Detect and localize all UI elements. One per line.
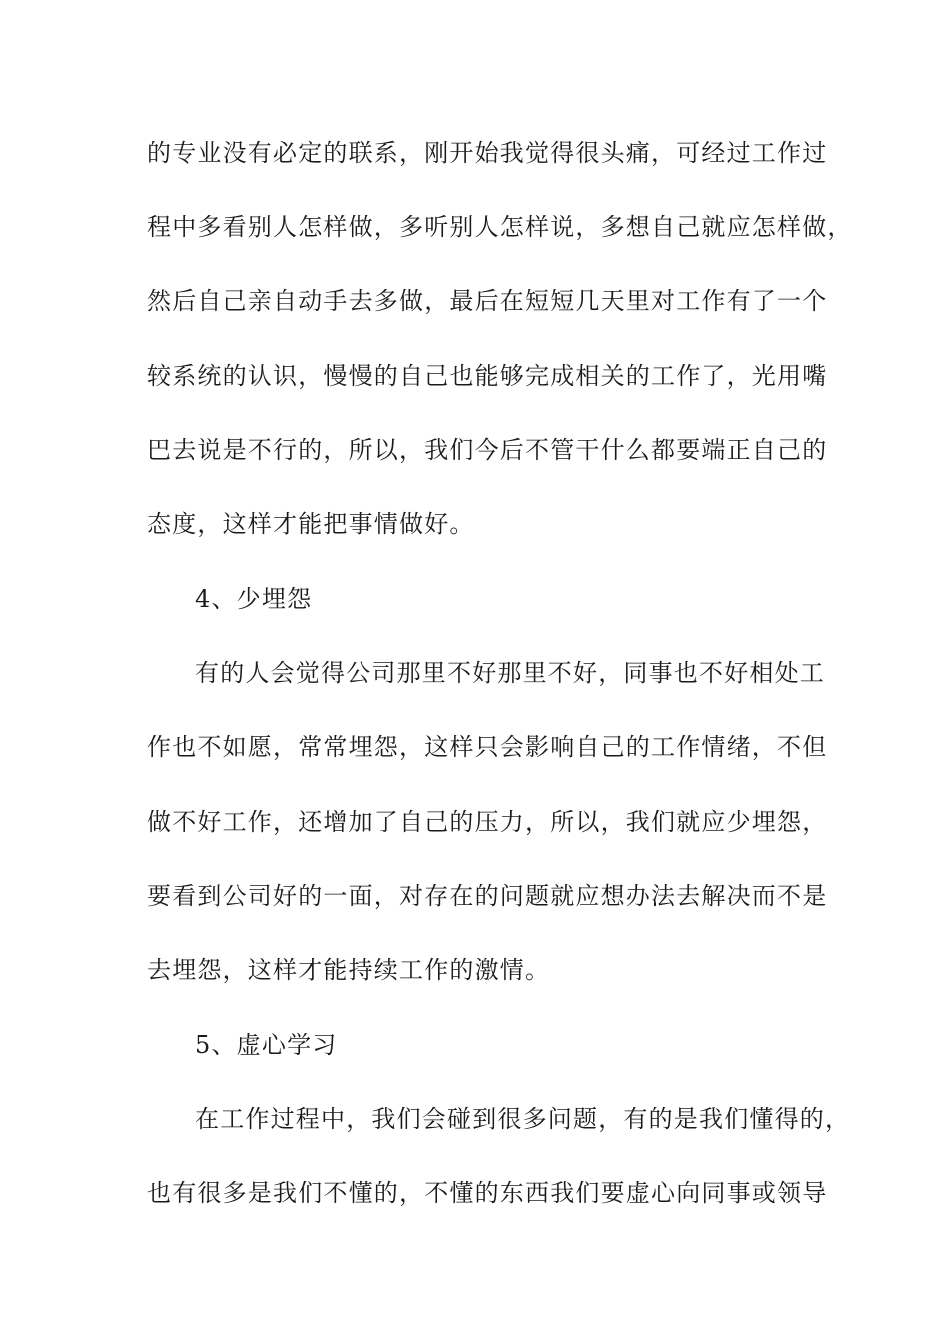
body-text-line: 较系统的认识，慢慢的自己也能够完成相关的工作了，光用嘴 [147, 362, 828, 390]
body-text-line: 也有很多是我们不懂的，不懂的东西我们要虚心向同事或领导 [147, 1179, 828, 1207]
body-text-line: 巴去说是不行的，所以，我们今后不管干什么都要端正自己的 [147, 436, 828, 464]
paragraph-first-line: 在工作过程中，我们会碰到很多问题，有的是我们懂得的， [195, 1105, 851, 1133]
body-text-line: 作也不如愿，常常埋怨，这样只会影响自己的工作情绪，不但 [147, 733, 828, 761]
section-heading: 5、虚心学习 [195, 1031, 338, 1059]
body-text-line: 的专业没有必定的联系，刚开始我觉得很头痛，可经过工作过 [147, 139, 828, 167]
body-text-line: 程中多看别人怎样做，多听别人怎样说，多想自己就应怎样做， [147, 213, 853, 241]
body-text-line: 态度，这样才能把事情做好。 [147, 510, 475, 538]
section-heading: 4、少埋怨 [195, 585, 313, 613]
body-text-line: 要看到公司好的一面，对存在的问题就应想办法去解决而不是 [147, 882, 828, 910]
body-text-line: 去埋怨，这样才能持续工作的激情。 [147, 956, 551, 984]
body-text-line: 然后自己亲自动手去多做，最后在短短几天里对工作有了一个 [147, 287, 828, 315]
paragraph-first-line: 有的人会觉得公司那里不好那里不好，同事也不好相处工 [195, 659, 825, 687]
body-text-line: 做不好工作，还增加了自己的压力，所以，我们就应少埋怨， [147, 808, 828, 836]
